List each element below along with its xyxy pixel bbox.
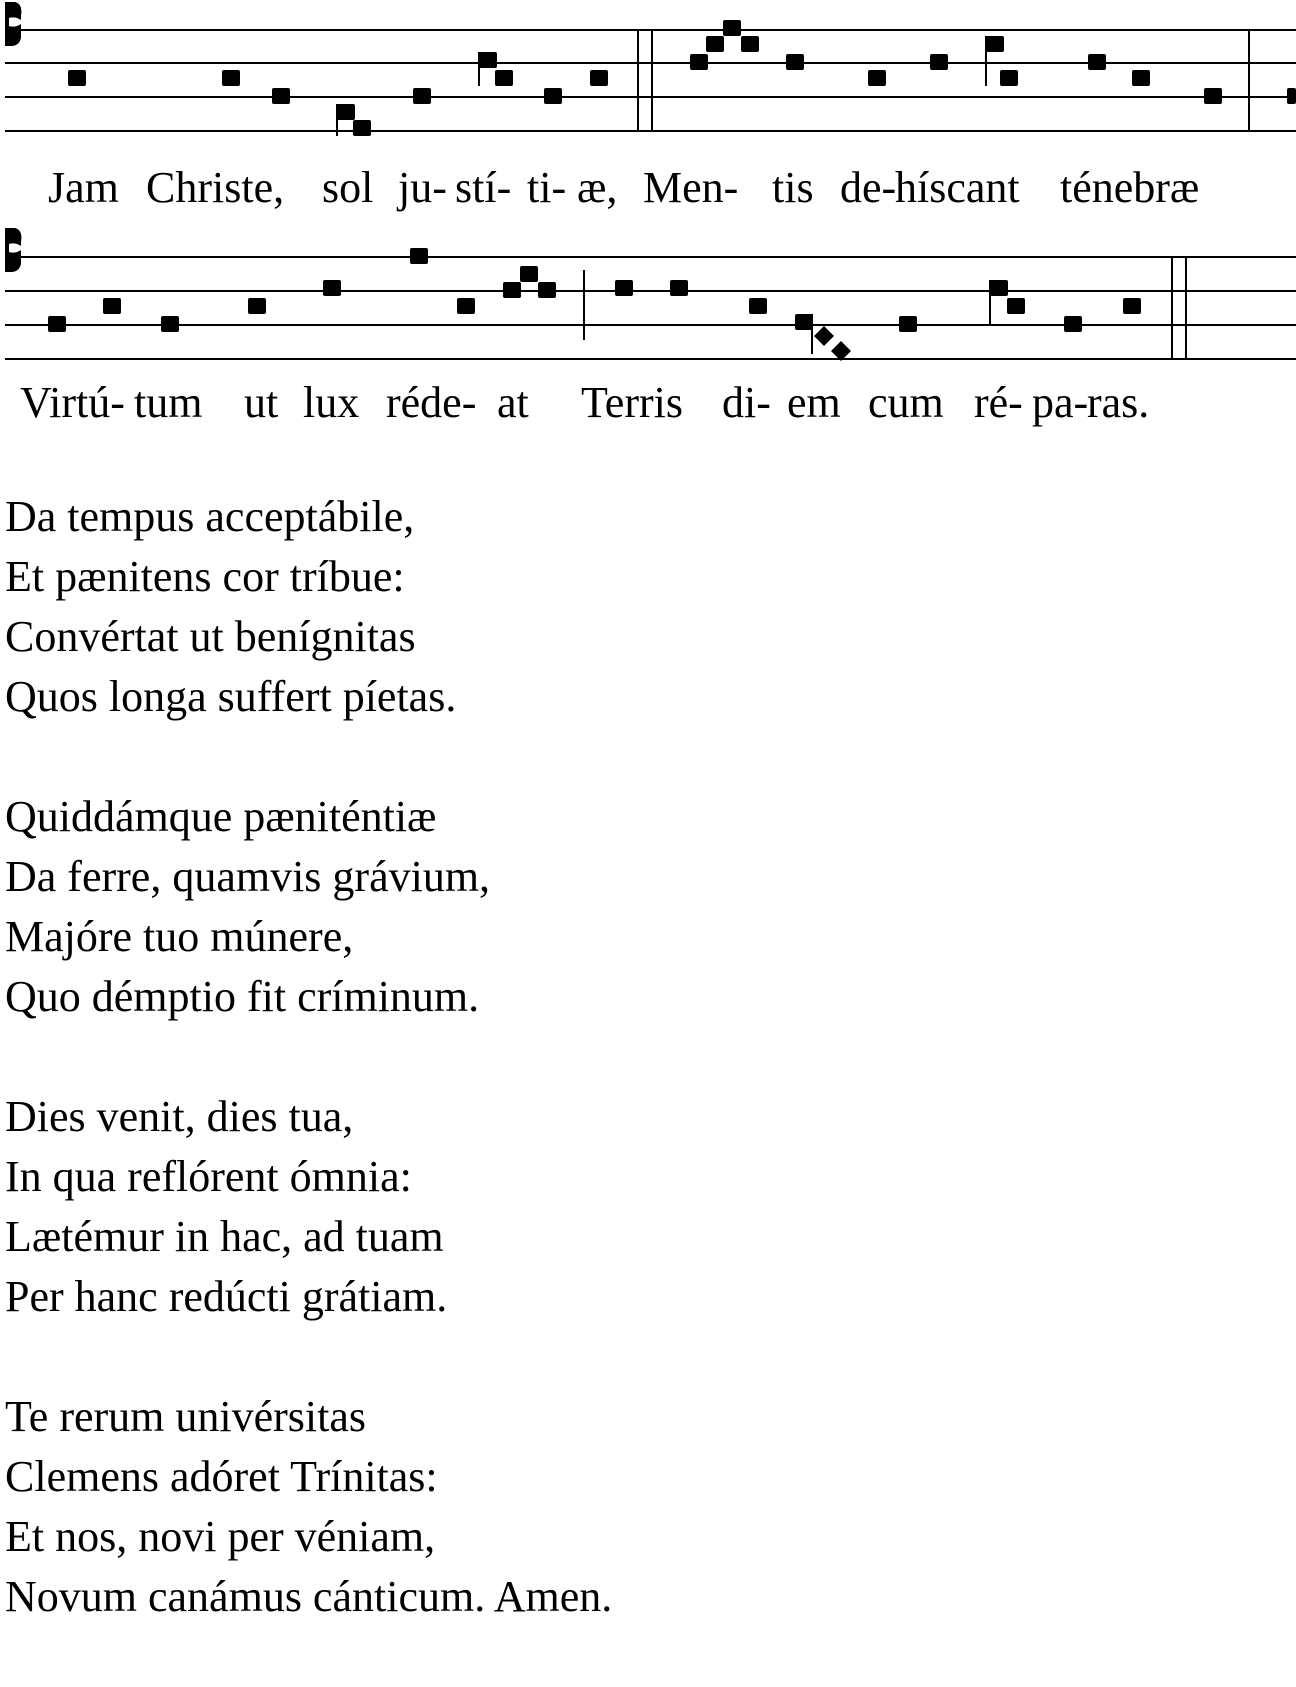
punctum [690, 54, 708, 70]
punctum [248, 298, 266, 314]
punctum [990, 280, 1008, 296]
syllable: ré- [974, 378, 1023, 427]
punctum [1204, 88, 1222, 104]
staff-system-1 [0, 0, 1296, 140]
verse-line: Clemens adóret Trínitas: [5, 1452, 438, 1501]
neumes [48, 248, 1141, 361]
lyrics-system-1 [0, 158, 1296, 218]
verse-line: Quos longa suffert píetas. [5, 672, 457, 721]
verse-line: Da ferre, quamvis grávium, [5, 852, 491, 901]
verse-line: Quo démptio fit críminum. [5, 972, 480, 1021]
syllable: tis [772, 163, 814, 212]
verse-line: Convértat ut benígnitas [5, 612, 416, 661]
syllable: stí- [455, 163, 512, 212]
neume-stems [337, 36, 986, 136]
verse-line: Te rerum univérsitas [5, 1392, 367, 1441]
syllable: Christe, [146, 163, 285, 212]
punctum [103, 298, 121, 314]
syllable: æ, [577, 163, 618, 212]
verse-line: Da tempus acceptábile, [5, 492, 415, 541]
syllable: ut [244, 378, 279, 427]
punctum [1007, 298, 1025, 314]
punctum [479, 52, 497, 68]
punctum [1064, 316, 1082, 332]
punctum [68, 70, 86, 86]
syllable: sol [322, 163, 374, 212]
verse-line: Et nos, novi per véniam, [5, 1512, 436, 1561]
punctum [706, 36, 724, 52]
punctum [222, 70, 240, 86]
bar-lines [584, 257, 1186, 359]
punctum [337, 104, 355, 120]
punctum [323, 280, 341, 296]
stanza-2 [5, 487, 612, 727]
punctum [868, 70, 886, 86]
punctum [741, 36, 759, 52]
punctum [670, 280, 688, 296]
syllable: tum [134, 378, 203, 427]
verse-line: Lætémur in hac, ad tuam [5, 1212, 444, 1261]
rhombus [814, 326, 834, 346]
verses [5, 487, 612, 1687]
punctum [899, 316, 917, 332]
syllable: em [787, 378, 841, 427]
syllable: réde- [386, 378, 477, 427]
punctum [413, 88, 431, 104]
syllable: híscant [895, 163, 1020, 212]
verse-line: Majóre tuo múnere, [5, 912, 354, 961]
punctum [1123, 298, 1141, 314]
punctum [48, 316, 66, 332]
punctum [986, 36, 1004, 52]
punctum [1088, 54, 1106, 70]
stanza-5 [5, 1387, 612, 1627]
punctum [503, 282, 521, 298]
syllable: Virtú- [20, 378, 125, 427]
punctum [1000, 70, 1018, 86]
syllable: Men- [643, 163, 739, 212]
punctum [723, 20, 741, 36]
neumes [68, 20, 1296, 136]
syllable: di- [722, 378, 771, 427]
punctum [590, 70, 608, 86]
syllable: ti- [527, 163, 567, 212]
c-clef-icon [5, 228, 21, 272]
lyrics-system-2 [0, 373, 1296, 433]
punctum [161, 316, 179, 332]
punctum [495, 70, 513, 86]
punctum [544, 88, 562, 104]
punctum [1132, 70, 1150, 86]
staff-system-2 [0, 222, 1296, 372]
punctum [930, 54, 948, 70]
syllable: Terris [581, 378, 683, 427]
staff-lines [5, 257, 1296, 359]
punctum [410, 248, 428, 264]
stanza-3 [5, 787, 612, 1027]
syllable: ras. [1087, 378, 1150, 427]
punctum [1287, 88, 1296, 104]
syllable: at [497, 378, 529, 427]
syllable: ju- [398, 163, 447, 212]
verse-line: Et pænitens cor tríbue: [5, 552, 405, 601]
punctum [795, 314, 813, 330]
verse-line: Quiddámque pæniténtiæ [5, 792, 437, 841]
verse-line: In qua reflórent ómnia: [5, 1152, 412, 1201]
verse-line: Novum canámus cánticum. Amen. [5, 1572, 613, 1621]
syllable: lux [303, 378, 360, 427]
punctum [272, 88, 290, 104]
punctum [353, 120, 371, 136]
staff-lines [5, 30, 1296, 131]
punctum [538, 282, 556, 298]
stanza-4 [5, 1087, 612, 1327]
punctum [786, 54, 804, 70]
verse-line: Per hanc redúcti grátiam. [5, 1272, 448, 1321]
syllable: pa- [1032, 378, 1089, 427]
c-clef-icon [5, 2, 21, 46]
punctum [615, 280, 633, 296]
syllable: cum [868, 378, 944, 427]
verse-line: Dies venit, dies tua, [5, 1092, 354, 1141]
punctum [457, 298, 475, 314]
syllable: de- [840, 163, 897, 212]
punctum [520, 266, 538, 282]
syllable: Jam [48, 163, 119, 212]
syllable: ténebræ [1060, 163, 1200, 212]
punctum [749, 298, 767, 314]
bar-lines [638, 30, 1249, 131]
